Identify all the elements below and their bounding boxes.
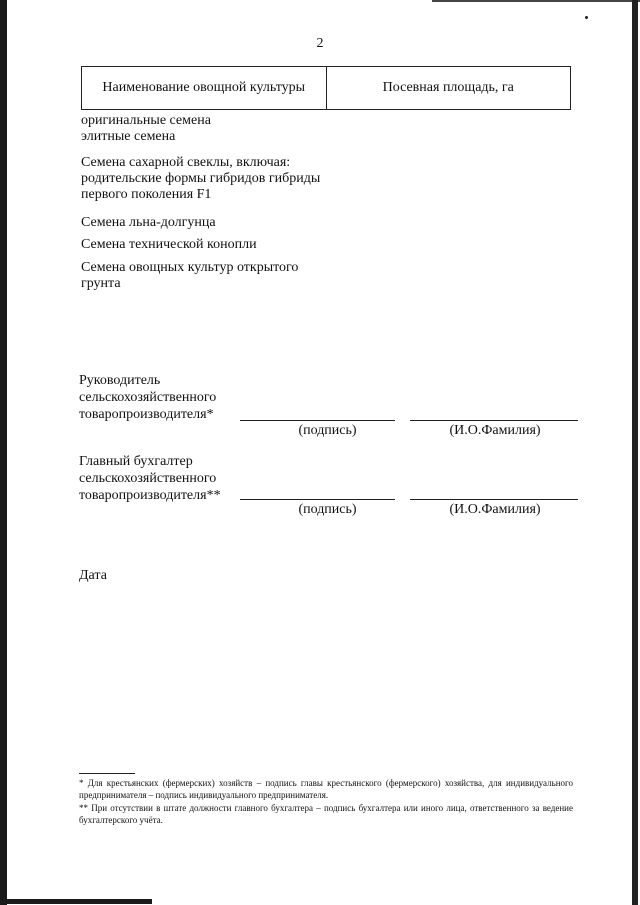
accountant-role-label: Главный бухгалтер сельскохозяйственного товаропроизводителя** <box>79 454 221 503</box>
head-signature-line <box>240 420 395 421</box>
head-role-label: Руководитель сельскохозяйственного товаропроизводителя* <box>79 373 217 422</box>
date-label: Дата <box>79 568 107 583</box>
footnote-head: * Для крестьянских (фермерских) хозяйств – подпись главы крестьянского (фермерского) хозяйства, для индивидуального предпринимателя – подпись индивидуального предпринимателя. <box>79 778 573 800</box>
item-sugar-beet-seeds: Семена сахарной свеклы, включая: родительские формы гибридов гибриды первого поколения F1 <box>81 155 321 202</box>
scan-speck <box>585 16 588 19</box>
accountant-signature-caption: (подпись) <box>298 502 357 517</box>
accountant-signature-line <box>240 499 395 500</box>
column-header-crop-name: Наименование овощной культуры <box>102 80 306 95</box>
footnote-accountant: ** При отсутствии в штате должности главного бухгалтера – подпись бухгалтера или иного лица, ответственного за ведение бухгалтерского учёта. <box>79 803 573 825</box>
item-hemp-seeds: Семена технической конопли <box>81 237 257 252</box>
item-original-elite-seeds: оригинальные семена элитные семена <box>81 113 211 144</box>
scan-border-left <box>0 0 7 905</box>
head-name-caption: (И.О.Фамилия) <box>449 423 541 438</box>
crop-table-header <box>81 66 571 110</box>
head-name-line <box>410 420 578 421</box>
accountant-name-line <box>410 499 578 500</box>
scan-border-top <box>432 0 640 2</box>
scan-border-right <box>632 0 638 905</box>
item-flax-seeds: Семена льна-долгунца <box>81 215 216 230</box>
footnote-separator <box>79 773 135 774</box>
scan-border-bottom <box>0 899 152 904</box>
column-header-sown-area: Посевная площадь, га <box>326 67 571 109</box>
head-signature-caption: (подпись) <box>298 423 357 438</box>
accountant-name-caption: (И.О.Фамилия) <box>449 502 541 517</box>
item-vegetable-seeds: Семена овощных культур открытого грунта <box>81 260 299 291</box>
page-number: 2 <box>316 36 324 51</box>
